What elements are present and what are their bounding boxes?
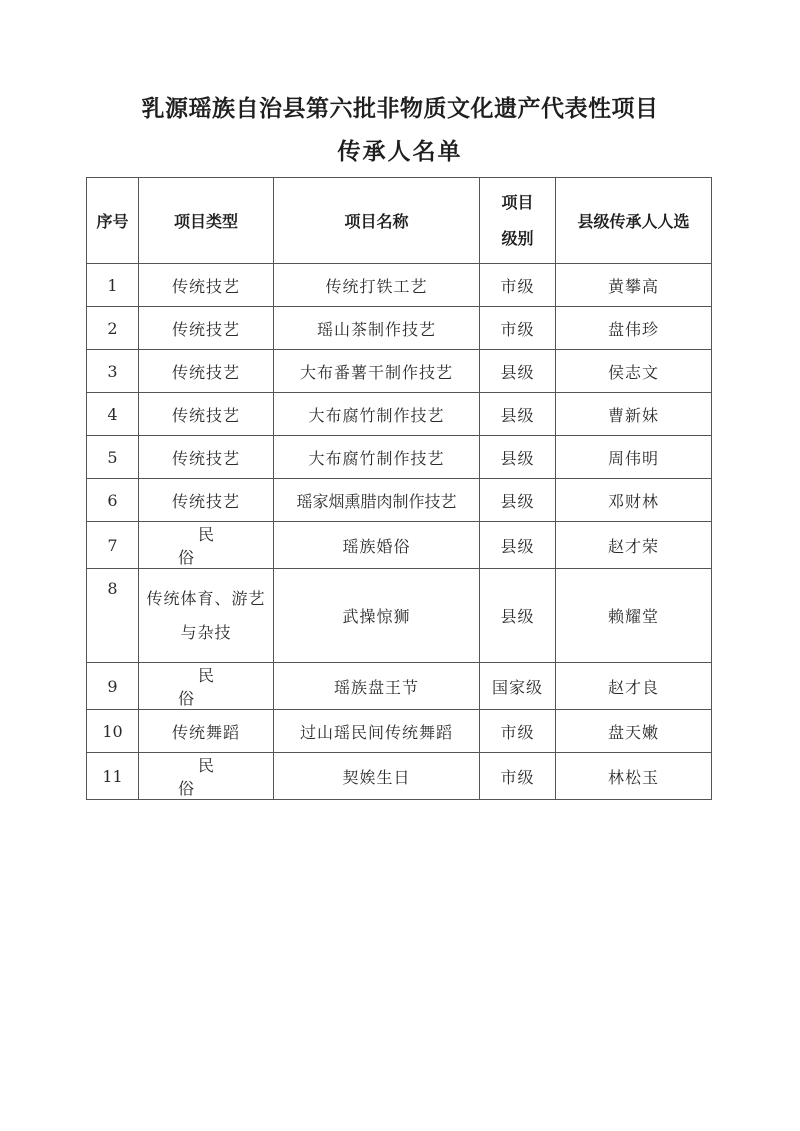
row-category: 传统技艺	[139, 393, 274, 436]
row-level: 县级	[480, 522, 556, 569]
row-category: 传统技艺	[139, 479, 274, 522]
row-index: 11	[87, 753, 139, 800]
table-row	[87, 753, 712, 800]
row-project-name: 瑶山茶制作技艺	[274, 307, 480, 350]
row-index: 6	[87, 479, 139, 522]
row-level: 市级	[480, 264, 556, 307]
row-level: 市级	[480, 307, 556, 350]
row-category-text: 民俗	[177, 666, 254, 708]
table-row	[87, 350, 712, 393]
row-project-name: 大布番薯干制作技艺	[274, 350, 480, 393]
row-candidate: 侯志文	[556, 350, 712, 393]
row-category	[139, 522, 274, 569]
row-candidate: 盘天嫩	[556, 710, 712, 753]
row-project-name: 契娭生日	[274, 753, 480, 800]
row-index: 3	[87, 350, 139, 393]
row-index: 4	[87, 393, 139, 436]
table-row	[87, 479, 712, 522]
table-row	[87, 393, 712, 436]
row-project-name: 传统打铁工艺	[274, 264, 480, 307]
row-project-name: 大布腐竹制作技艺	[274, 436, 480, 479]
row-project-name: 武操惊狮	[274, 569, 480, 663]
header-index: 序号	[87, 178, 139, 264]
table-row	[87, 569, 712, 663]
header-project-name: 项目名称	[274, 178, 480, 264]
row-index: 8	[87, 569, 139, 663]
header-category: 项目类型	[139, 178, 274, 264]
row-category: 传统技艺	[139, 307, 274, 350]
header-level-line1: 项目	[501, 192, 534, 212]
row-index: 5	[87, 436, 139, 479]
header-candidate: 县级传承人人选	[556, 178, 712, 264]
row-index: 9	[87, 663, 139, 710]
table-row	[87, 264, 712, 307]
row-index: 2	[87, 307, 139, 350]
table-row	[87, 710, 712, 753]
row-level: 县级	[480, 436, 556, 479]
row-project-name: 瑶族盘王节	[274, 663, 480, 710]
row-level: 县级	[480, 479, 556, 522]
row-level: 市级	[480, 710, 556, 753]
row-candidate: 周伟明	[556, 436, 712, 479]
row-candidate: 邓财林	[556, 479, 712, 522]
table-header-row	[87, 178, 712, 264]
row-project-name: 大布腐竹制作技艺	[274, 393, 480, 436]
row-category-text: 民俗	[177, 756, 254, 798]
table-row	[87, 307, 712, 350]
row-level: 国家级	[480, 663, 556, 710]
row-level: 县级	[480, 569, 556, 663]
row-category-text: 传统体育、游艺与杂技	[146, 588, 266, 642]
row-project-name: 瑶家烟熏腊肉制作技艺	[274, 479, 480, 522]
row-candidate: 林松玉	[556, 753, 712, 800]
row-level: 县级	[480, 350, 556, 393]
document-subtitle: 传承人名单	[337, 139, 463, 165]
row-project-name: 过山瑶民间传统舞蹈	[274, 710, 480, 753]
row-level: 县级	[480, 393, 556, 436]
row-index: 7	[87, 522, 139, 569]
row-index: 1	[87, 264, 139, 307]
table-row	[87, 522, 712, 569]
row-category	[139, 663, 274, 710]
row-candidate: 盘伟珍	[556, 307, 712, 350]
header-level	[480, 178, 556, 264]
inheritor-table	[86, 177, 712, 800]
row-candidate: 赵才荣	[556, 522, 712, 569]
row-category	[139, 753, 274, 800]
row-candidate: 黄攀高	[556, 264, 712, 307]
row-category: 传统技艺	[139, 436, 274, 479]
row-category: 传统技艺	[139, 264, 274, 307]
row-candidate: 赵才良	[556, 663, 712, 710]
row-index: 10	[87, 710, 139, 753]
row-category: 传统舞蹈	[139, 710, 274, 753]
table-row	[87, 663, 712, 710]
row-category	[139, 569, 274, 663]
row-candidate: 曹新妹	[556, 393, 712, 436]
row-candidate: 赖耀堂	[556, 569, 712, 663]
document-title: 乳源瑶族自治县第六批非物质文化遗产代表性项目	[141, 96, 659, 122]
row-project-name: 瑶族婚俗	[274, 522, 480, 569]
header-level-line2: 级别	[501, 228, 534, 248]
table-row	[87, 436, 712, 479]
row-category-text: 民俗	[177, 525, 254, 567]
row-category: 传统技艺	[139, 350, 274, 393]
row-level: 市级	[480, 753, 556, 800]
